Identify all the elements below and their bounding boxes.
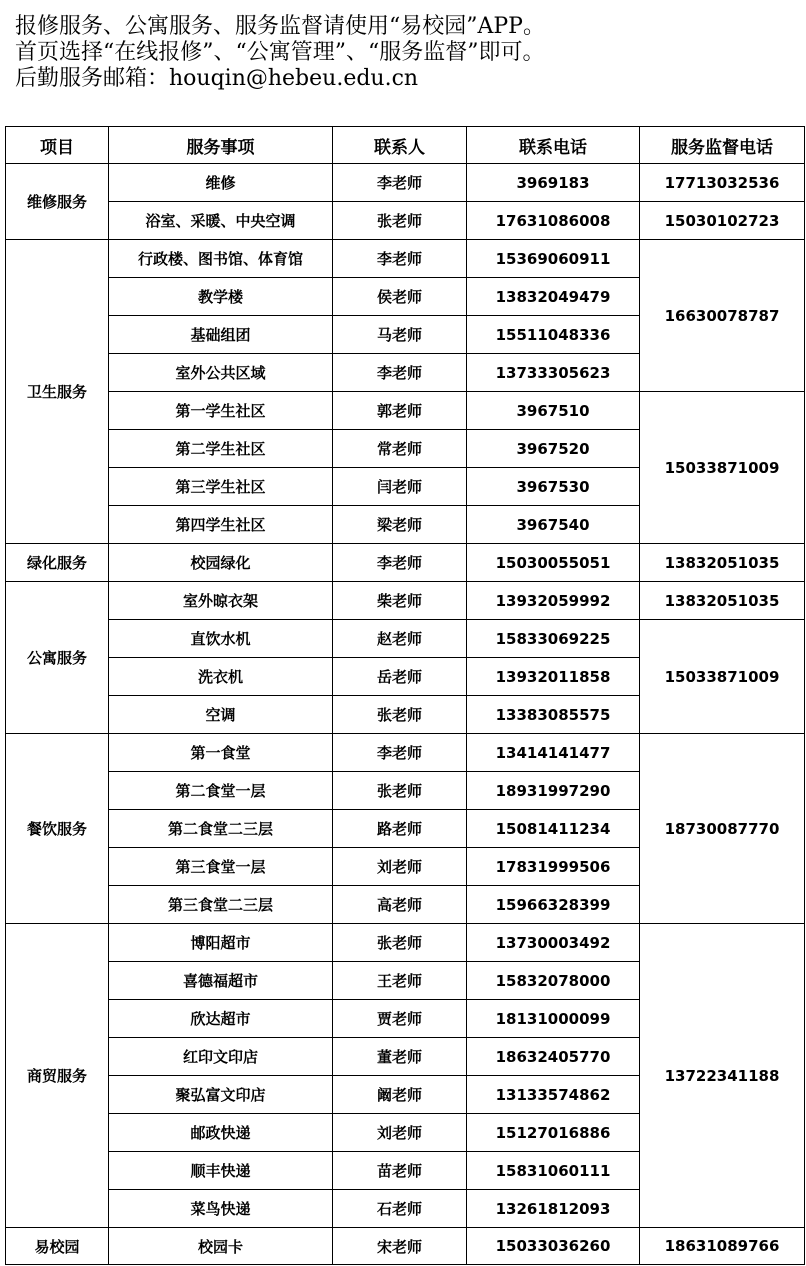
supervise-phone-cell: 15030102723	[640, 202, 805, 240]
phone-cell: 15833069225	[467, 620, 640, 658]
phone-cell: 13383085575	[467, 696, 640, 734]
intro-line-app: 报修服务、公寓服务、服务监督请使用“易校园”APP。	[15, 14, 545, 39]
contact-cell: 梁老师	[333, 506, 467, 544]
category-cell: 绿化服务	[6, 544, 109, 582]
phone-cell: 18632405770	[467, 1038, 640, 1076]
item-cell: 教学楼	[109, 278, 333, 316]
item-cell: 第二学生社区	[109, 430, 333, 468]
contact-cell: 高老师	[333, 886, 467, 924]
header-category: 项目	[6, 127, 109, 164]
contact-cell: 李老师	[333, 734, 467, 772]
contact-cell: 李老师	[333, 544, 467, 582]
table-row	[6, 1228, 805, 1265]
item-cell: 第一食堂	[109, 734, 333, 772]
phone-cell: 3967530	[467, 468, 640, 506]
phone-cell: 17831999506	[467, 848, 640, 886]
contact-cell: 赵老师	[333, 620, 467, 658]
contact-cell: 董老师	[333, 1038, 467, 1076]
header-contact: 联系人	[333, 127, 467, 164]
contact-cell: 侯老师	[333, 278, 467, 316]
item-cell: 室外晾衣架	[109, 582, 333, 620]
phone-cell: 13133574862	[467, 1076, 640, 1114]
phone-cell: 15081411234	[467, 810, 640, 848]
phone-cell: 15030055051	[467, 544, 640, 582]
item-cell: 室外公共区域	[109, 354, 333, 392]
contact-cell: 马老师	[333, 316, 467, 354]
item-cell: 空调	[109, 696, 333, 734]
item-cell: 博阳超市	[109, 924, 333, 962]
contact-cell: 李老师	[333, 240, 467, 278]
category-cell: 餐饮服务	[6, 734, 109, 924]
supervise-phone-cell: 16630078787	[640, 240, 805, 392]
item-cell: 第四学生社区	[109, 506, 333, 544]
item-cell: 校园卡	[109, 1228, 333, 1265]
category-cell: 维修服务	[6, 164, 109, 240]
phone-cell: 3967540	[467, 506, 640, 544]
item-cell: 第二食堂一层	[109, 772, 333, 810]
item-cell: 第一学生社区	[109, 392, 333, 430]
item-cell: 洗衣机	[109, 658, 333, 696]
supervise-phone-cell: 17713032536	[640, 164, 805, 202]
contact-cell: 闫老师	[333, 468, 467, 506]
phone-cell: 13932059992	[467, 582, 640, 620]
table-row	[6, 924, 805, 962]
table-row	[6, 202, 805, 240]
contact-cell: 李老师	[333, 354, 467, 392]
table-header-row	[6, 127, 805, 164]
table-row	[6, 544, 805, 582]
header-supervise-phone: 服务监督电话	[640, 127, 805, 164]
category-cell: 商贸服务	[6, 924, 109, 1228]
contact-cell: 张老师	[333, 202, 467, 240]
header-item: 服务事项	[109, 127, 333, 164]
item-cell: 第二食堂二三层	[109, 810, 333, 848]
item-cell: 红印文印店	[109, 1038, 333, 1076]
phone-cell: 13932011858	[467, 658, 640, 696]
contact-cell: 刘老师	[333, 1114, 467, 1152]
contact-cell: 刘老师	[333, 848, 467, 886]
intro-line-email: 后勤服务邮箱：houqin@hebeu.edu.cn	[15, 66, 419, 91]
phone-cell: 13414141477	[467, 734, 640, 772]
phone-cell: 3967520	[467, 430, 640, 468]
service-contact-table	[5, 126, 805, 1265]
supervise-phone-cell: 18730087770	[640, 734, 805, 924]
item-cell: 顺丰快递	[109, 1152, 333, 1190]
supervise-phone-cell: 13832051035	[640, 544, 805, 582]
item-cell: 邮政快递	[109, 1114, 333, 1152]
phone-cell: 3967510	[467, 392, 640, 430]
phone-cell: 13832049479	[467, 278, 640, 316]
item-cell: 聚弘富文印店	[109, 1076, 333, 1114]
item-cell: 基础组团	[109, 316, 333, 354]
header-phone: 联系电话	[467, 127, 640, 164]
phone-cell: 15369060911	[467, 240, 640, 278]
item-cell: 第三食堂二三层	[109, 886, 333, 924]
item-cell: 浴室、采暖、中央空调	[109, 202, 333, 240]
intro-line-menu: 首页选择“在线报修”、“公寓管理”、“服务监督”即可。	[15, 40, 545, 65]
supervise-phone-cell: 15033871009	[640, 392, 805, 544]
table-row	[6, 240, 805, 278]
contact-cell: 贾老师	[333, 1000, 467, 1038]
item-cell: 行政楼、图书馆、体育馆	[109, 240, 333, 278]
contact-cell: 宋老师	[333, 1228, 467, 1265]
phone-cell: 15033036260	[467, 1228, 640, 1265]
item-cell: 菜鸟快递	[109, 1190, 333, 1228]
item-cell: 直饮水机	[109, 620, 333, 658]
category-cell: 公寓服务	[6, 582, 109, 734]
phone-cell: 13733305623	[467, 354, 640, 392]
contact-cell: 路老师	[333, 810, 467, 848]
contact-cell: 张老师	[333, 696, 467, 734]
phone-cell: 17631086008	[467, 202, 640, 240]
item-cell: 欣达超市	[109, 1000, 333, 1038]
contact-cell: 阚老师	[333, 1076, 467, 1114]
contact-cell: 李老师	[333, 164, 467, 202]
table-row	[6, 620, 805, 658]
phone-cell: 18131000099	[467, 1000, 640, 1038]
phone-cell: 15832078000	[467, 962, 640, 1000]
supervise-phone-cell: 15033871009	[640, 620, 805, 734]
phone-cell: 13261812093	[467, 1190, 640, 1228]
table-row	[6, 164, 805, 202]
category-cell: 卫生服务	[6, 240, 109, 544]
table-row	[6, 392, 805, 430]
contact-cell: 王老师	[333, 962, 467, 1000]
supervise-phone-cell: 13832051035	[640, 582, 805, 620]
phone-cell: 13730003492	[467, 924, 640, 962]
item-cell: 第三学生社区	[109, 468, 333, 506]
supervise-phone-cell: 18631089766	[640, 1228, 805, 1265]
contact-cell: 岳老师	[333, 658, 467, 696]
category-cell: 易校园	[6, 1228, 109, 1265]
table-row	[6, 734, 805, 772]
item-cell: 校园绿化	[109, 544, 333, 582]
contact-cell: 郭老师	[333, 392, 467, 430]
phone-cell: 15127016886	[467, 1114, 640, 1152]
contact-cell: 张老师	[333, 772, 467, 810]
phone-cell: 3969183	[467, 164, 640, 202]
phone-cell: 15966328399	[467, 886, 640, 924]
phone-cell: 18931997290	[467, 772, 640, 810]
item-cell: 第三食堂一层	[109, 848, 333, 886]
contact-cell: 常老师	[333, 430, 467, 468]
supervise-phone-cell: 13722341188	[640, 924, 805, 1228]
contact-cell: 张老师	[333, 924, 467, 962]
contact-cell: 石老师	[333, 1190, 467, 1228]
item-cell: 维修	[109, 164, 333, 202]
contact-cell: 苗老师	[333, 1152, 467, 1190]
table-row	[6, 582, 805, 620]
intro-text	[15, 14, 795, 92]
item-cell: 喜德福超市	[109, 962, 333, 1000]
phone-cell: 15831060111	[467, 1152, 640, 1190]
phone-cell: 15511048336	[467, 316, 640, 354]
contact-cell: 柴老师	[333, 582, 467, 620]
